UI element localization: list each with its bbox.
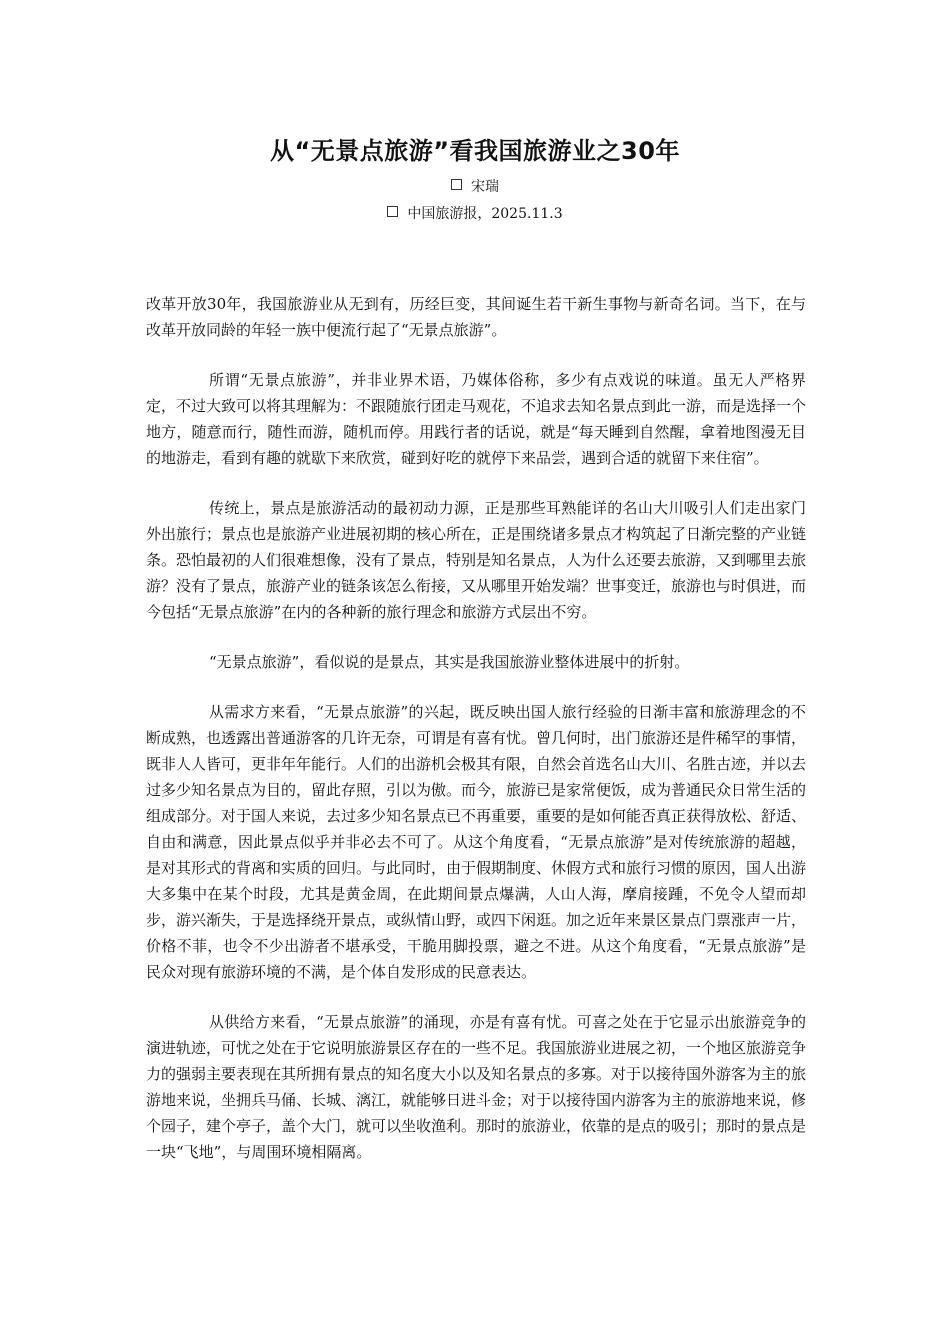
checkbox-icon bbox=[387, 206, 398, 217]
author-name: 宋瑞 bbox=[471, 179, 499, 195]
paragraph-2: 所谓“无景点旅游”，并非业界术语，乃媒体俗称，多少有点戏说的味道。虽无人严格界定，不过大致可以将其理解为：不跟随旅行团走马观花，不追求去知名景点到此一游，而是选择一个地方，随意而行，随性而游，随机而停。用践行者的话说，就是“每天睡到自然醒，拿着地图漫无目的地游走，看到有趣的就歇下来欣赏，碰到好吃的就停下来品尝，遇到合适的就留下来住宿”。 bbox=[146, 371, 807, 467]
source-line bbox=[0, 204, 950, 224]
checkbox-icon bbox=[451, 179, 462, 190]
paragraph-6: 从供给方来看，“无景点旅游”的涌现，亦是有喜有忧。可喜之处在于它显示出旅游竞争的演进轨迹，可忧之处在于它说明旅游景区存在的一些不足。我国旅游业进展之初，一个地区旅游竞争力的强弱主要表现在其所拥有景点的知名度大小以及知名景点的多寡。对于以接待国外游客为主的旅游地来说，坐拥兵马俑、长城、漓江，就能够日进斗金；对于以接待国内游客为主的旅游地来说，修个园子，建个亭子，盖个大门，就可以坐收渔利。那时的旅游业，依靠的是点的吸引；那时的景点是一块“飞地”，与周围环境相隔离。 bbox=[146, 1013, 807, 1161]
article-body bbox=[146, 291, 806, 1189]
article-title: 从“无景点旅游”看我国旅游业之30年 bbox=[270, 137, 680, 165]
paragraph-4: “无景点旅游”，看似说的是景点，其实是我国旅游业整体进展中的折射。 bbox=[209, 653, 690, 671]
paragraph-1: 改革开放30年，我国旅游业从无到有，历经巨变，其间诞生若干新生事物与新奇名词。当下，在与改革开放同龄的年轻一族中便流行起了“无景点旅游”。 bbox=[146, 295, 806, 339]
source-text: 中国旅游报，2025.11.3 bbox=[407, 206, 563, 222]
author-line bbox=[0, 177, 950, 197]
paragraph-5: 从需求方来看，“无景点旅游”的兴起，既反映出国人旅行经验的日渐丰富和旅游理念的不断成熟，也透露出普通游客的几许无奈，可谓是有喜有忧。曾几何时，出门旅游还是件稀罕的事情，既非人人皆可，更非年年能行。人们的出游机会极其有限，自然会首选名山大川、名胜古迹，并以去过多少知名景点为目的，留此存照，引以为傲。而今，旅游已是家常便饭，成为普通民众日常生活的组成部分。对于国人来说，去过多少知名景点已不再重要，重要的是如何能否真正获得放松、舒适、自由和满意，因此景点似乎并非必去不可了。从这个角度看，“无景点旅游”是对传统旅游的超越，是对其形式的背离和实质的回归。与此同时，由于假期制度、休假方式和旅行习惯的原因，国人出游大多集中在某个时段，尤其是黄金周，在此期间景点爆满，人山人海，摩肩接踵，不免令人望而却步，游兴渐失，于是选择绕开景点，或纵情山野，或四下闲逛。加之近年来景区景点门票涨声一片，价格不菲，也令不少出游者不堪承受，干脆用脚投票，避之不进。从这个角度看，“无景点旅游”是民众对现有旅游环境的不满，是个体自发形成的民意表达。 bbox=[146, 703, 807, 981]
paragraph-3: 传统上，景点是旅游活动的最初动力源，正是那些耳熟能详的名山大川吸引人们走出家门外出旅行；景点也是旅游产业进展初期的核心所在，正是围绕诸多景点才构筑起了日渐完整的产业链条。恐怕最初的人们很难想像，没有了景点，特别是知名景点，人为什么还要去旅游，又到哪里去旅游？没有了景点，旅游产业的链条该怎么衔接，又从哪里开始发端？世事变迁，旅游也与时俱进，而今包括“无景点旅游”在内的各种新的旅行理念和旅游方式层出不穷。 bbox=[146, 499, 807, 621]
